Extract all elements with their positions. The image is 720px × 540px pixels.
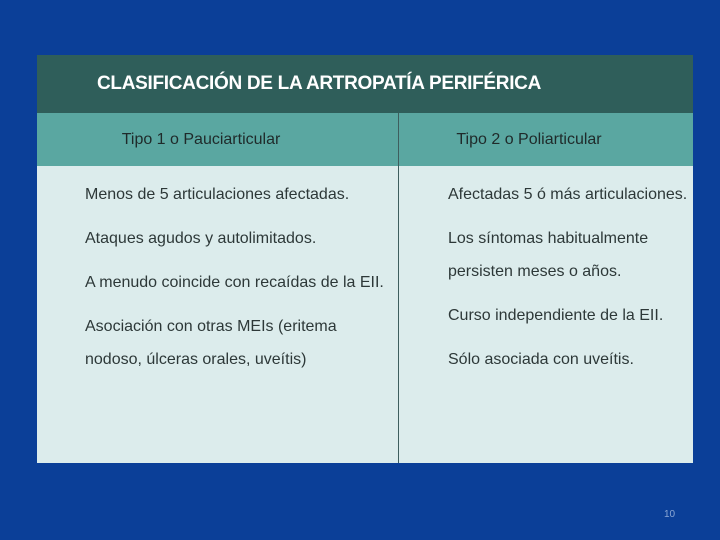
type-1-column (85, 166, 385, 463)
table-title: CLASIFICACIÓN DE LA ARTROPATÍA PERIFÉRICA (96, 73, 542, 94)
column-header-type-2: Tipo 2 o Poliarticular (456, 130, 602, 148)
type-2-column (448, 166, 688, 463)
type-2-item: Afectadas 5 ó más articulaciones. (448, 186, 688, 203)
type-1-item: A menudo coincide con recaídas de la EII. (85, 274, 384, 291)
type-2-item: Curso independiente de la EII. (448, 307, 664, 324)
type-2-item: Los síntomas habitualmente persisten meses o años. (448, 230, 649, 280)
type-1-item: Asociación con otras MEIs (eritema nodoso, úlceras orales, uveítis) (85, 318, 337, 368)
table-title-bar (37, 55, 693, 113)
column-header-type-1: Tipo 1 o Pauciarticular (121, 130, 281, 148)
type-2-item: Sólo asociada con uveítis. (448, 351, 634, 368)
type-1-item: Menos de 5 articulaciones afectadas. (85, 186, 350, 203)
type-1-item: Ataques agudos y autolimitados. (85, 230, 317, 247)
classification-table (37, 55, 693, 463)
table-header-row (37, 113, 693, 166)
page-number: 10 (664, 509, 676, 520)
column-divider (398, 113, 399, 463)
